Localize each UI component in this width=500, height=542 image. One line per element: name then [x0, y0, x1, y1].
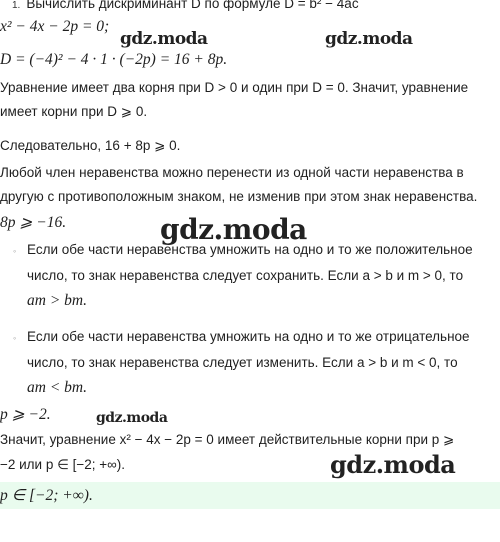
watermark: gdz.moda: [120, 29, 208, 49]
bullet-text: Если обе части неравенства умножить на одно и то же отрицательное: [27, 329, 470, 344]
answer-box: [0, 482, 500, 509]
bullet-text: число, то знак неравенства следует изменить. Если a > b и m < 0, то: [27, 355, 458, 370]
answer-text: p ∈ [−2; +∞).: [0, 487, 93, 504]
paragraph-line: имеет корни при D ⩾ 0.: [0, 104, 148, 119]
equation-line: x² − 4x − 2p = 0;: [0, 18, 110, 35]
watermark: gdz.moda: [325, 29, 413, 49]
watermark: gdz.moda: [96, 410, 168, 426]
paragraph-line: Любой член неравенства можно перенести из одной части неравенства в: [0, 165, 464, 180]
step-heading: [0, 0, 359, 11]
paragraph-line: Значит, уравнение x² − 4x − 2p = 0 имеет действительные корни при p ⩾: [0, 432, 455, 447]
bullet-formula: am > bm.: [27, 292, 87, 309]
paragraph-line: Следовательно, 16 + 8p ⩾ 0.: [0, 138, 181, 153]
inequality-line: 8p ⩾ −16.: [0, 214, 67, 231]
step-heading-text: Вычислить дискриминант D по формуле D = b² − 4ac: [26, 0, 359, 11]
bullet-text: число, то знак неравенства следует сохранить. Если a > b и m > 0, то: [27, 268, 464, 283]
paragraph-line: Уравнение имеет два корня при D > 0 и один при D = 0. Значит, уравнение: [0, 80, 469, 95]
paragraph-line: −2 или p ∈ [−2; +∞).: [0, 457, 126, 472]
bullet-marker: ◦: [13, 246, 17, 256]
watermark: gdz.moda: [160, 213, 307, 246]
bullet-text: Если обе части неравенства умножить на одно и то же положительное: [27, 242, 473, 257]
step-number: 1.: [12, 0, 21, 11]
result-line: p ⩾ −2.: [0, 406, 51, 423]
paragraph-line: другую с противоположным знаком, не изменив при этом знак неравенства.: [0, 189, 478, 204]
bullet-formula: am < bm.: [27, 379, 87, 396]
watermark: gdz.moda: [330, 450, 456, 479]
bullet-marker: ◦: [13, 333, 17, 343]
discriminant-line: D = (−4)² − 4 · 1 · (−2p) = 16 + 8p.: [0, 51, 228, 68]
